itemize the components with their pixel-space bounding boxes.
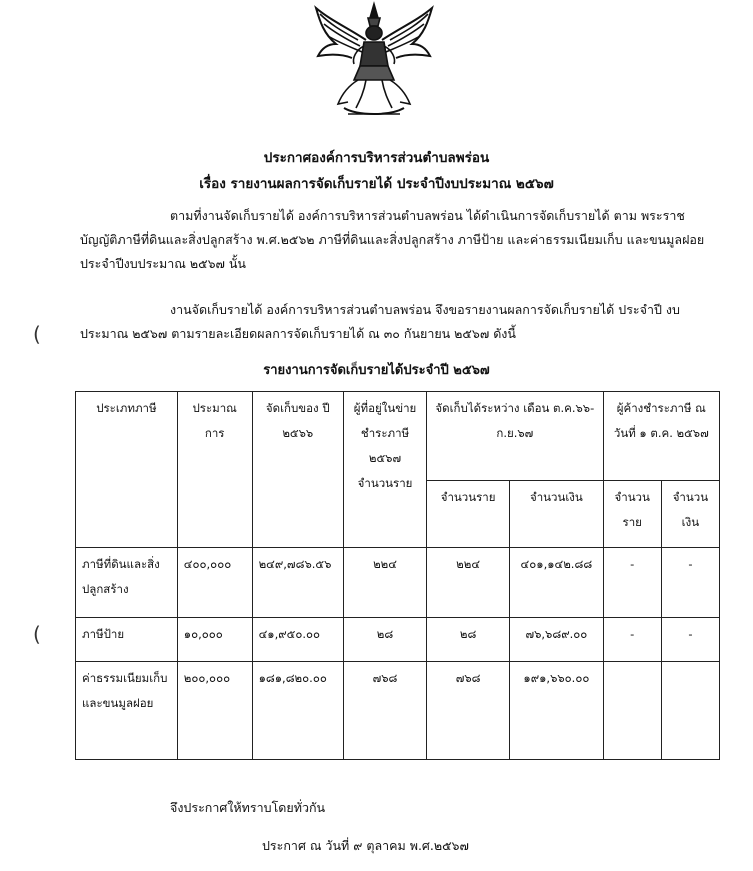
paragraph-intro [80,204,710,276]
table-header-row [76,392,720,481]
cell-estimate: ๔๐๐,๐๐๐ [177,548,252,618]
subheader-count: จำนวนราย [427,481,510,548]
cell-estimate: ๒๐๐,๐๐๐ [177,662,252,760]
subheader-amount: จำนวนเงิน [510,481,603,548]
cell-out-count: - [603,618,661,662]
cell-taxpayers: ๗๖๘ [343,662,426,760]
report-title: รายงานการจัดเก็บรายได้ประจำปี ๒๕๖๗ [263,363,490,378]
cell-amount: ๔๐๑,๑๔๒.๘๘ [510,548,603,618]
cell-count: ๒๒๔ [427,548,510,618]
subheader-out-amount: จำนวน เงิน [661,481,719,548]
table-row [76,548,720,618]
cell-prev: ๒๔๙,๗๘๖.๕๖ [252,548,343,618]
revenue-table [75,391,720,760]
header-estimate: ประมาณการ [177,392,252,548]
table-row [76,662,720,760]
cell-type: ภาษีที่ดินและสิ่งปลูกสร้าง [76,548,178,618]
binder-hole-mark: ( [33,622,41,646]
cell-taxpayers: ๒๘ [343,618,426,662]
cell-amount: ๗๖,๖๘๙.๐๐ [510,618,603,662]
header-collected-period: จัดเก็บได้ระหว่าง เดือน ต.ค.๖๖-ก.ย.๖๗ [427,392,604,481]
table-row [76,618,720,662]
cell-out-amount: - [661,618,719,662]
closing-line: จึงประกาศให้ทราบโดยทั่วกัน [170,800,326,815]
cell-estimate: ๑๐,๐๐๐ [177,618,252,662]
cell-amount: ๑๙๑,๖๖๐.๐๐ [510,662,603,760]
subheader-out-count: จำนวน ราย [603,481,661,548]
header-taxpayers: ผู้ที่อยู่ในข่าย ชำระภาษี ๒๕๖๗ จำนวนราย [343,392,426,548]
cell-prev: ๑๘๑,๘๒๐.๐๐ [252,662,343,760]
cell-out-count [603,662,661,760]
cell-taxpayers: ๒๒๔ [343,548,426,618]
cell-out-amount: - [661,548,719,618]
header-outstanding: ผู้ค้างชำระภาษี ณ วันที่ ๑ ต.ค. ๒๕๖๗ [603,392,719,481]
cell-out-count: - [603,548,661,618]
binder-hole-mark: ( [33,322,41,346]
paragraph-intro-text: ตามที่งานจัดเก็บรายได้ องค์การบริหารส่วนตำบลพร่อน ได้ดำเนินการจัดเก็บรายได้ ตาม พระราชบัญญัติภาษีที่ดินและสิ่งปลูกสร้าง พ.ศ.๒๕๖๒ ภาษีที่ดินและสิ่งปลูกสร้าง ภาษีป้าย และค่าธรรมเนียมเก็บ และขนมูลฝอย ประจำปีงบประมาณ ๒๕๖๗ นั้น [80,208,705,271]
cell-prev: ๔๑,๙๕๐.๐๐ [252,618,343,662]
garuda-emblem-icon [308,0,440,122]
date-line: ประกาศ ณ วันที่ ๙ ตุลาคม พ.ศ.๒๕๖๗ [262,838,469,853]
header-collected-2566: จัดเก็บของ ปี ๒๕๖๖ [252,392,343,548]
cell-type: ค่าธรรมเนียมเก็บและขนมูลฝอย [76,662,178,760]
paragraph-report [80,298,710,346]
cell-out-amount [661,662,719,760]
cell-count: ๗๖๘ [427,662,510,760]
cell-count: ๒๘ [427,618,510,662]
announcement-title: ประกาศองค์การบริหารส่วนตำบลพร่อน [263,150,490,166]
cell-type: ภาษีป้าย [76,618,178,662]
header-tax-type: ประเภทภาษี [76,392,178,548]
announcement-subject: เรื่อง รายงานผลการจัดเก็บรายได้ ประจำปีงบประมาณ ๒๕๖๗ [199,176,554,192]
paragraph-report-text: งานจัดเก็บรายได้ องค์การบริหารส่วนตำบลพร่อน จึงขอรายงานผลการจัดเก็บรายได้ ประจำปี งบประมาณ ๒๕๖๗ ตามรายละเอียดผลการจัดเก็บรายได้ ณ ๓๐ กันยายน ๒๕๖๗ ดังนี้ [80,302,680,341]
